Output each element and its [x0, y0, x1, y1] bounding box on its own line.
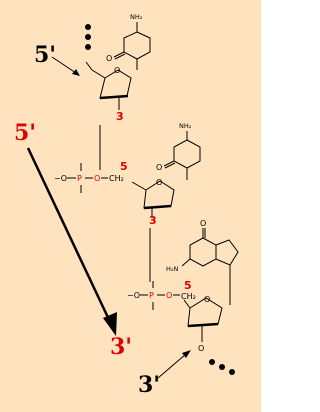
phosphorus-label-2: P: [149, 291, 154, 300]
nh2-label-2: NH₂: [179, 122, 192, 130]
oxygen-label-1: O: [106, 54, 113, 63]
oxygen-label-2: O: [156, 163, 163, 172]
three-prime-bottom-label: 3': [138, 372, 161, 398]
phosphate-o-minus-2: −O: [127, 291, 140, 300]
top-dots: [85, 24, 91, 50]
ring-oxygen-3: O: [204, 295, 211, 304]
carbon-3-label-2: 3: [149, 214, 157, 227]
h2n-label: H₂N: [166, 265, 179, 273]
direction-end-label: 3': [110, 334, 133, 360]
ring-oxygen-1: O: [114, 66, 121, 75]
ch2-label-1: CH₂: [109, 174, 124, 183]
bridge-oxygen-1: O: [94, 174, 101, 183]
carbon-5-label-2: 5: [184, 279, 192, 292]
ring-oxygen-2: O: [156, 178, 163, 187]
phosphate-o-minus-1: −O: [54, 174, 67, 183]
keto-oxygen-label: O: [200, 219, 207, 228]
nh2-label-1: NH₂: [130, 13, 143, 21]
ch2-label-2: CH₂: [181, 292, 196, 301]
carbon-3-label-1: 3: [116, 110, 124, 123]
carbon-5-label-1: 5: [120, 160, 128, 173]
five-prime-top-label: 5': [34, 42, 57, 68]
phosphorus-label-1: P: [77, 174, 82, 183]
terminal-oxygen: O: [198, 344, 205, 353]
direction-start-label: 5': [14, 120, 37, 146]
bridge-oxygen-2: O: [166, 291, 173, 300]
